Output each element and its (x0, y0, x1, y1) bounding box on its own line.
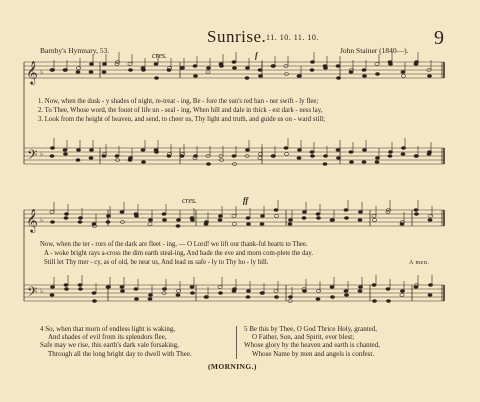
note-head (134, 298, 138, 301)
note-head (232, 67, 236, 70)
stanza-divider (236, 326, 237, 359)
note-head (76, 159, 80, 162)
verse-line-1: 1. Now, when the dusk - y shades of night, re-treat - ing, Be - fore the sun's red ban - ner swift - ly flee; (38, 98, 319, 105)
note-head (414, 209, 418, 212)
note-head (162, 219, 166, 222)
note-head (372, 219, 376, 222)
note-head (102, 71, 106, 74)
note-head (134, 288, 138, 291)
note-head (141, 149, 145, 152)
note-head (336, 77, 340, 80)
note-head (375, 161, 379, 164)
page-number: 9 (434, 27, 444, 49)
bass-clef-icon: 𝄢 (27, 284, 38, 303)
note-head (260, 223, 264, 226)
note-head (128, 69, 132, 72)
note-head (50, 155, 54, 158)
stanza-line: 5 Be this by Thee, O God Thrice Holy, granted, (244, 325, 378, 333)
note-head (246, 217, 250, 220)
note-head (64, 288, 68, 291)
note-head (274, 215, 278, 218)
stanza-line: Through all the long bright day to dwell with Thee. (48, 349, 192, 358)
note-head (401, 153, 405, 156)
amen-label: A men. (409, 260, 430, 266)
dynamic-cres: cres. (182, 196, 198, 205)
note-head (372, 215, 376, 218)
stanza-5 (244, 325, 380, 358)
note-head (63, 153, 67, 156)
note-head (330, 286, 334, 289)
note-head (316, 213, 320, 216)
stanza-4 (40, 325, 192, 358)
refrain-line-2: A - woke bright rays a-cross the dim earth steal-ing, And bade the eve and morn com-plete the day. (44, 250, 314, 257)
refrain-line-1: Now, when the ter - rors of the dark are fleet - ing, — O Lord! we lift our thank-ful hearts to Thee. (40, 241, 308, 248)
note-head (206, 163, 210, 166)
hymn-title: Sunrise. (207, 27, 267, 46)
note-head (316, 298, 320, 301)
note-head (134, 215, 138, 218)
verse-line-3: 3. Look from the height of heaven, and send, to cheer us, Thy light and truth, and guide us on - ward still; (38, 116, 325, 123)
svg-text:♭: ♭ (40, 150, 44, 158)
note-head (154, 151, 158, 154)
stanza-line: Whose Name by men and angels is confest. (252, 349, 375, 358)
note-head (141, 161, 145, 164)
note-head (362, 75, 366, 78)
note-head (258, 157, 262, 160)
note-head (372, 284, 376, 287)
note-head (323, 163, 327, 166)
note-head (297, 157, 301, 160)
note-head (50, 211, 54, 214)
note-head (427, 75, 431, 78)
note-head (154, 77, 158, 80)
note-head (344, 290, 348, 293)
note-head (92, 300, 96, 303)
note-head (310, 151, 314, 154)
note-head (401, 71, 405, 74)
note-head (246, 296, 250, 299)
clefs (26, 60, 43, 303)
note-head (120, 286, 124, 289)
note-head (106, 221, 110, 224)
note-head (92, 292, 96, 295)
note-head (428, 219, 432, 222)
note-head (120, 211, 124, 214)
note-head (232, 61, 236, 64)
stanza-line: 4 So, when that morn of endless light is waking, (40, 325, 176, 333)
note-head (388, 63, 392, 66)
note-head (388, 155, 392, 158)
note-head (323, 67, 327, 70)
note-head (330, 296, 334, 299)
treble-clef-icon: 𝄞 (26, 208, 38, 232)
dynamic-cres: cres. (152, 51, 168, 60)
note-head (63, 149, 67, 152)
note-head (50, 221, 54, 224)
hymn-meter: 11. 10. 11. 10. (266, 33, 319, 42)
svg-text:♭: ♭ (40, 287, 44, 295)
note-head (193, 75, 197, 78)
note-head (206, 71, 210, 74)
note-head (64, 284, 68, 287)
note-head (310, 155, 314, 158)
note-head (218, 292, 222, 295)
note-head (162, 213, 166, 216)
note-head (190, 286, 194, 289)
note-head (246, 223, 250, 226)
note-head (245, 77, 249, 80)
note-head (219, 65, 223, 68)
stanza-line: Whose glory by the heaven and earth is chanted, (244, 341, 380, 350)
treble-clef-icon: 𝄞 (26, 60, 38, 84)
composer-credit: John Stainer (1840—). (340, 46, 409, 55)
note-head (154, 63, 158, 66)
note-head (344, 217, 348, 220)
note-head (400, 294, 404, 297)
note-head (386, 300, 390, 303)
note-head (218, 219, 222, 222)
note-head (190, 219, 194, 222)
note-head (128, 63, 132, 66)
note-head (232, 215, 236, 218)
note-head (284, 147, 288, 150)
note-head (64, 217, 68, 220)
note-head (362, 161, 366, 164)
note-head (193, 65, 197, 68)
note-head (302, 217, 306, 220)
refrain-line-3: Still let Thy mer - cy, as of old, be near us, And lead us safe - ly to Thy ho - ly hill. (44, 259, 269, 266)
note-head (218, 286, 222, 289)
note-head (336, 157, 340, 160)
svg-text:♭: ♭ (40, 216, 44, 224)
note-head (232, 155, 236, 158)
note-head (76, 71, 80, 74)
note-head (336, 149, 340, 152)
note-head (302, 290, 306, 293)
dynamic-forte: f (255, 51, 258, 60)
note-head (274, 296, 278, 299)
note-head (414, 213, 418, 216)
note-head (344, 209, 348, 212)
tune-name: (MORNING.) (208, 362, 257, 371)
note-head (274, 290, 278, 293)
note-head (78, 288, 82, 291)
note-head (349, 151, 353, 154)
note-head (148, 223, 152, 226)
note-head (349, 161, 353, 164)
note-head (284, 153, 288, 156)
note-head (78, 284, 82, 287)
note-head (428, 294, 432, 297)
note-head (141, 69, 145, 72)
note-head (115, 155, 119, 158)
note-head (316, 217, 320, 220)
note-head (89, 71, 93, 74)
note-head (344, 294, 348, 297)
note-head (258, 69, 262, 72)
note-head (386, 288, 390, 291)
stanza-line: Safe may we rise, this earth's dark vale forsaking, (40, 341, 179, 350)
note-head (310, 69, 314, 72)
note-head (78, 221, 82, 224)
note-head (89, 157, 93, 160)
note-head (362, 69, 366, 72)
note-head (372, 300, 376, 303)
stanza-line: And shades of evil from its splendors flee, (48, 333, 167, 342)
svg-text:♭: ♭ (40, 68, 44, 76)
note-head (176, 225, 180, 228)
note-head (176, 294, 180, 297)
stanza-line: O Father, Son, and Spirit, ever blest; (252, 333, 355, 342)
verse-line-2: 2. To Thee, Whose word, the fount of life un - seal - ing, When hill and dale in thick - est dark - ness lay, (38, 107, 323, 114)
tune-source: Barnby's Hymnary, 53. (40, 46, 110, 55)
note-head (258, 75, 262, 78)
note-head (358, 219, 362, 222)
note-head (288, 223, 292, 226)
dynamic-fortissimo: ff (243, 196, 249, 205)
note-head (50, 294, 54, 297)
note-head (190, 292, 194, 295)
bass-clef-icon: 𝄢 (27, 147, 38, 166)
note-head (274, 209, 278, 212)
note-head (358, 290, 362, 293)
note-head (120, 290, 124, 293)
note-head (401, 75, 405, 78)
note-head (336, 65, 340, 68)
note-head (375, 63, 379, 66)
note-head (375, 73, 379, 76)
note-head (148, 298, 152, 301)
note-head (232, 223, 236, 226)
